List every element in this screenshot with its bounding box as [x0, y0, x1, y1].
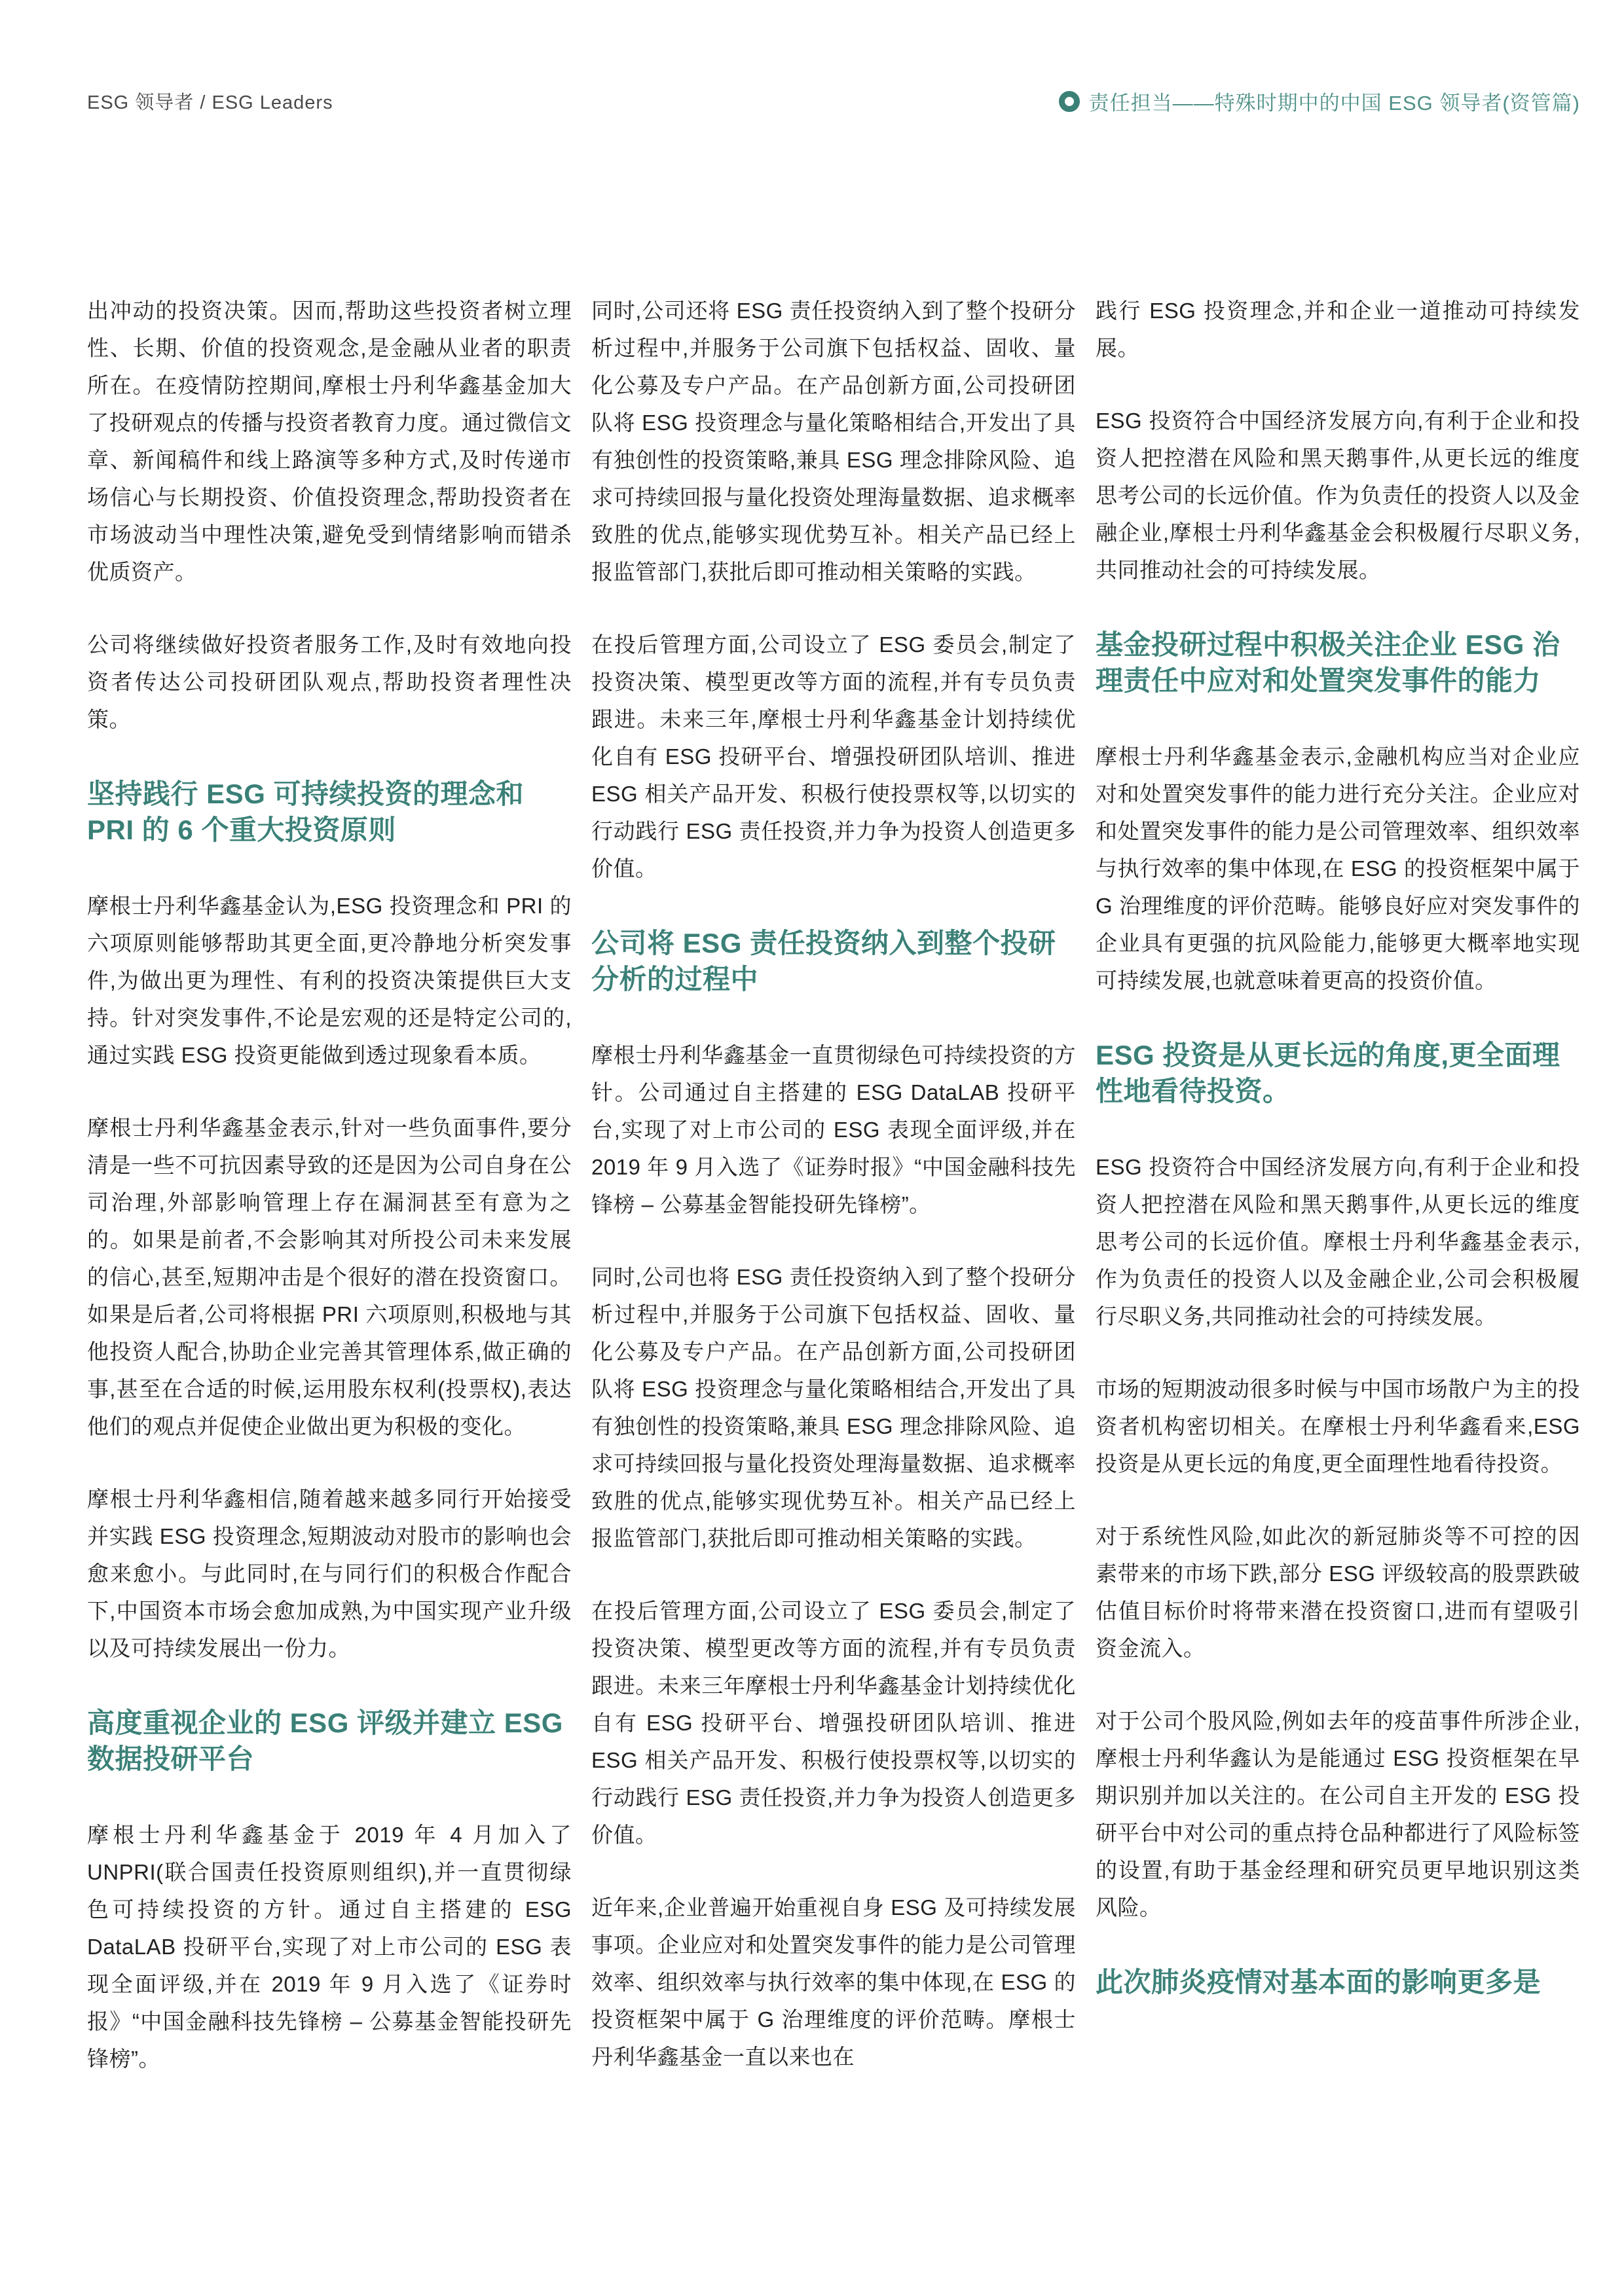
article-body [87, 292, 1580, 2113]
body-paragraph: ESG 投资符合中国经济发展方向,有利于企业和投资人把控潜在风险和黑天鹅事件,从更长远的维度思考公司的长远价值。摩根士丹利华鑫基金表示,作为负责任的投资人以及金融企业,公司会积极履行尽职义务,共同推动社会的可持续发展。 [1096, 1155, 1580, 1328]
header-article-title [1059, 86, 1580, 116]
body-paragraph: 在投后管理方面,公司设立了 ESG 委员会,制定了投资决策、模型更改等方面的流程,并有专员负责跟进。未来三年,摩根士丹利华鑫基金计划持续优化自有 ESG 投研平台、增强投研团队培训、推进 ESG 相关产品开发、积极行使投票权等,以切实的行动践行 ESG 责任投资,并力争为投资人创造更多价值。 [591, 632, 1076, 881]
body-paragraph: 同时,公司也将 ESG 责任投资纳入到了整个投研分析过程中,并服务于公司旗下包括权益、固收、量化公募及专户产品。在产品创新方面,公司投研团队将 ESG 投资理念与量化策略相结合,开发出了具有独创性的投资策略,兼具 ESG 理念排除风险、追求可持续回报与量化投资处理海量数据、追求概率致胜的优点,能够实现优势互补。相关产品已经上报监管部门,获批后即可推动相关策略的实践。 [591, 1265, 1076, 1550]
body-paragraph: 在投后管理方面,公司设立了 ESG 委员会,制定了投资决策、模型更改等方面的流程,并有专员负责跟进。未来三年摩根士丹利华鑫基金计划持续优化自有 ESG 投研平台、增强投研团队培训、推进 ESG 相关产品开发、积极行使投票权等,以切实的行动践行 ESG 责任投资,并力争为投资人创造更多价值。 [591, 1599, 1076, 1847]
body-paragraph: 摩根士丹利华鑫基金表示,针对一些负面事件,要分清是一些不可抗因素导致的还是因为公司自身在公司治理,外部影响管理上存在漏洞甚至有意为之的。如果是前者,不会影响其对所投公司未来发展的信心,甚至,短期冲击是个很好的潜在投资窗口。如果是后者,公司将根据 PRI 六项原则,积极地与其他投资人配合,协助企业完善其管理体系,做正确的事,甚至在合适的时候,运用股东权利(投票权),表达他们的观点并促使企业做出更为积极的变化。 [87, 1116, 572, 1438]
header-article-title-text: 责任担当——特殊时期中的中国 ESG 领导者(资管篇) [1088, 92, 1580, 115]
body-paragraph: 市场的短期波动很多时候与中国市场散户为主的投资者机构密切相关。在摩根士丹利华鑫看来,ESG 投资是从更长远的角度,更全面理性地看待投资。 [1096, 1377, 1580, 1476]
body-paragraph: 对于公司个股风险,例如去年的疫苗事件所涉企业,摩根士丹利华鑫认为是能通过 ESG 投资框架在早期识别并加以关注的。在公司自主开发的 ESG 投研平台中对公司的重点持仓品种都进行了风险标签的设置,有助于基金经理和研究员更早地识别这类风险。 [1096, 1709, 1580, 1920]
body-paragraph: 对于系统性风险,如此次的新冠肺炎等不可控的因素带来的市场下跌,部分 ESG 评级较高的股票跌破估值目标价时将带来潜在投资窗口,进而有望吸引资金流入。 [1096, 1524, 1580, 1660]
section-heading: ESG 投资是从更长远的角度,更全面理性地看待投资。 [1096, 1040, 1560, 1106]
text-column-1 [87, 292, 572, 2113]
page-header [87, 86, 1580, 116]
section-heading: 此次肺炎疫情对基本面的影响更多是 [1096, 1967, 1541, 1997]
ring-icon [1059, 91, 1080, 112]
header-section-title: ESG 领导者 / ESG Leaders [87, 92, 333, 113]
text-column-3 [1096, 292, 1580, 2113]
body-paragraph: 摩根士丹利华鑫相信,随着越来越多同行开始接受并实践 ESG 投资理念,短期波动对股市的影响也会愈来愈小。与此同时,在与同行们的积极合作配合下,中国资本市场会愈加成熟,为中国实现产业升级以及可持续发展出一份力。 [87, 1487, 572, 1660]
text-column-2 [591, 292, 1076, 2113]
section-heading: 基金投研过程中积极关注企业 ESG 治理责任中应对和处置突发事件的能力 [1096, 629, 1560, 696]
body-paragraph: 践行 ESG 投资理念,并和企业一道推动可持续发展。 [1096, 299, 1580, 360]
body-paragraph: 近年来,企业普遍开始重视自身 ESG 及可持续发展事项。企业应对和处置突发事件的能力是公司管理效率、组织效率与执行效率的集中体现,在 ESG 的投资框架中属于 G 治理维度的评价范畴。摩根士丹利华鑫基金一直以来也在 [591, 1895, 1076, 2069]
body-paragraph: 出冲动的投资决策。因而,帮助这些投资者树立理性、长期、价值的投资观念,是金融从业者的职责所在。在疫情防控期间,摩根士丹利华鑫基金加大了投研观点的传播与投资者教育力度。通过微信文章、新闻稿件和线上路演等多种方式,及时传递市场信心与长期投资、价值投资理念,帮助投资者在市场波动当中理性决策,避免受到情绪影响而错杀优质资产。 [87, 299, 572, 584]
section-heading: 坚持践行 ESG 可持续投资的理念和 PRI 的 6 个重大投资原则 [87, 778, 525, 845]
body-paragraph: 同时,公司还将 ESG 责任投资纳入到了整个投研分析过程中,并服务于公司旗下包括权益、固收、量化公募及专户产品。在产品创新方面,公司投研团队将 ESG 投资理念与量化策略相结合,开发出了具有独创性的投资策略,兼具 ESG 理念排除风险、追求可持续回报与量化投资处理海量数据、追求概率致胜的优点,能够实现优势互补。相关产品已经上报监管部门,获批后即可推动相关策略的实践。 [591, 299, 1076, 584]
body-paragraph: 公司将继续做好投资者服务工作,及时有效地向投资者传达公司投研团队观点,帮助投资者理性决策。 [87, 632, 572, 731]
section-heading: 高度重视企业的 ESG 评级并建立 ESG 数据投研平台 [87, 1707, 563, 1774]
body-paragraph: 摩根士丹利华鑫基金一直贯彻绿色可持续投资的方针。公司通过自主搭建的 ESG DataLAB 投研平台,实现了对上市公司的 ESG 表现全面评级,并在 2019 年 9 月入选了《证券时报》“中国金融科技先锋榜 – 公募基金智能投研先锋榜”。 [591, 1043, 1076, 1216]
body-paragraph: 摩根士丹利华鑫基金表示,金融机构应当对企业应对和处置突发事件的能力进行充分关注。企业应对和处置突发事件的能力是公司管理效率、组织效率与执行效率的集中体现,在 ESG 的投资框架中属于 G 治理维度的评价范畴。能够良好应对突发事件的企业具有更强的抗风险能力,能够更大概率地实现可持续发展,也就意味着更高的投资价值。 [1096, 744, 1580, 993]
section-heading: 公司将 ESG 责任投资纳入到整个投研分析的过程中 [591, 928, 1056, 994]
body-paragraph: 摩根士丹利华鑫基金于 2019 年 4 月加入了 UNPRI(联合国责任投资原则组织),并一直贯彻绿色可持续投资的方针。通过自主搭建的 ESG DataLAB 投研平台,实现了对上市公司的 ESG 表现全面评级,并在 2019 年 9 月入选了《证券时报》“中国金融科技先锋榜 – 公募基金智能投研先锋榜”。 [87, 1823, 572, 2071]
body-paragraph: 摩根士丹利华鑫基金认为,ESG 投资理念和 PRI 的六项原则能够帮助其更全面,更冷静地分析突发事件,为做出更为理性、有利的投资决策提供巨大支持。针对突发事件,不论是宏观的还是特定公司的,通过实践 ESG 投资更能做到透过现象看本质。 [87, 894, 572, 1067]
body-paragraph: ESG 投资符合中国经济发展方向,有利于企业和投资人把控潜在风险和黑天鹅事件,从更长远的维度思考公司的长远价值。作为负责任的投资人以及金融企业,摩根士丹利华鑫基金会积极履行尽职义务,共同推动社会的可持续发展。 [1096, 409, 1580, 582]
